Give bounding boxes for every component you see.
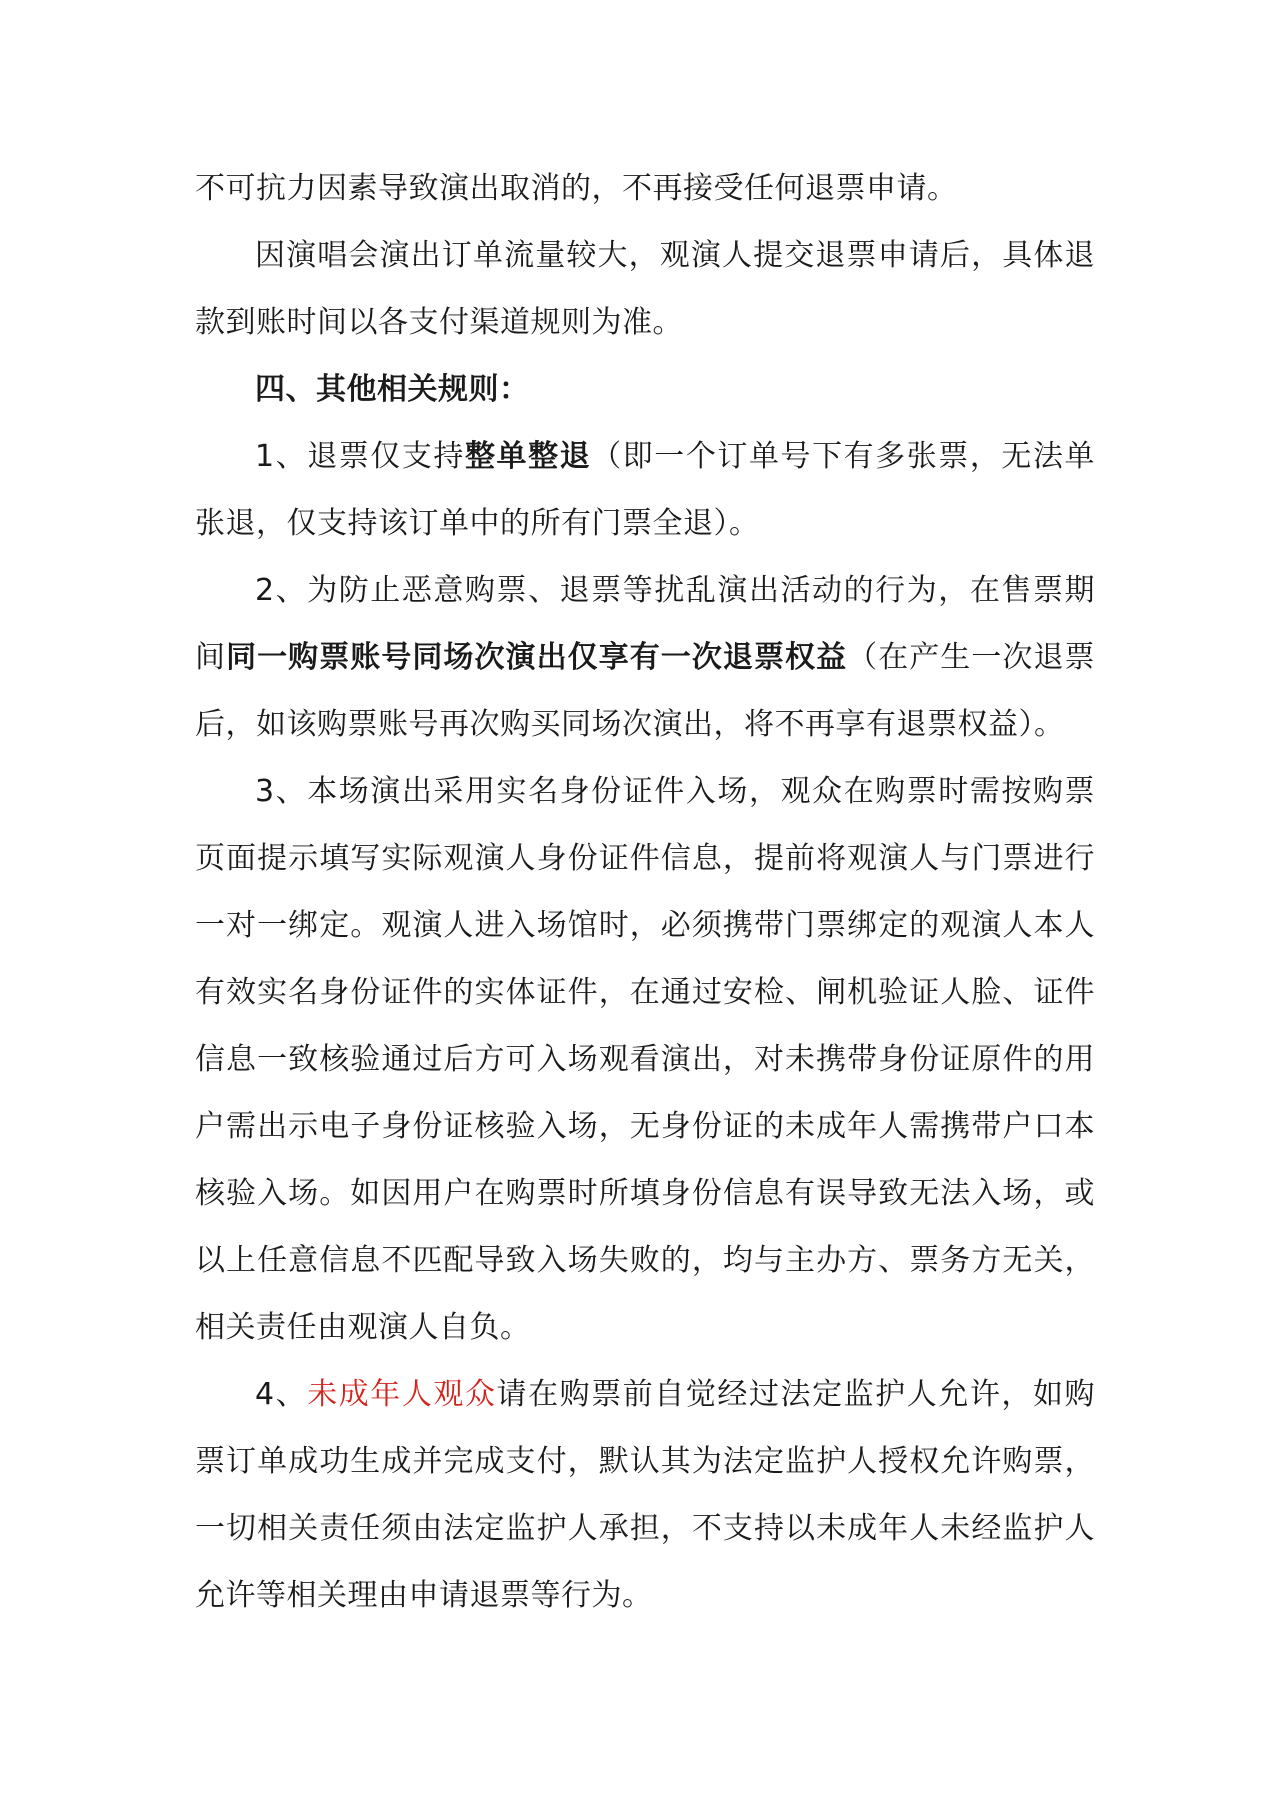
document-body (195, 155, 1095, 1629)
paragraph-refund-timing: 因演唱会演出订单流量较大，观演人提交退票申请后，具体退款到账时间以各支付渠道规则为准。 (195, 238, 1095, 340)
rule-1-emphasis: 整单整退 (464, 439, 592, 474)
rule-2-suffix: （在产生一次退票后，如该购票账号再次购买同场次演出，将不再享有退票权益）。 (195, 640, 1096, 742)
rule-4-prefix: 4、 (255, 1377, 308, 1412)
rule-2-prefix: 2、为防止恶意购票、退票等扰乱演出活动的行为，在售票期间 (195, 573, 1095, 675)
rule-2-emphasis: 同一购票账号同场次演出仅享有一次退票权益 (226, 640, 848, 675)
section-heading: 四、其他相关规则： (255, 372, 530, 407)
rule-1-prefix: 1、退票仅支持 (255, 439, 465, 474)
rule-4-suffix: 请在购票前自觉经过法定监护人允许，如购票订单成功生成并完成支付，默认其为法定监护人授权允许购票，一切相关责任须由法定监护人承担，不支持以未成年人未经监护人允许等相关理由申请退票等行为。 (195, 1377, 1096, 1613)
rule-2 (195, 557, 1095, 758)
rule-3: 3、本场演出采用实名身份证件入场，观众在购票时需按购票页面提示填写实际观演人身份证件信息，提前将观演人与门票进行一对一绑定。观演人进入场馆时，必须携带门票绑定的观演人本人有效实名身份证件的实体证件，在通过安检、闸机验证人脸、证件信息一致核验通过后方可入场观看演出，对未携带身份证原件的用户需出示电子身份证核验入场，无身份证的未成年人需携带户口本核验入场。如因用户在购票时所填身份信息有误导致无法入场，或以上任意信息不匹配导致入场失败的，均与主办方、票务方无关，相关责任由观演人自负。 (195, 774, 1095, 1345)
rule-4-highlight: 未成年人观众 (307, 1377, 497, 1412)
rule-4 (195, 1361, 1095, 1629)
rule-1-suffix: （即一个订单号下有多张票，无法单张退，仅支持该订单中的所有门票全退）。 (195, 439, 1095, 541)
rule-1 (195, 423, 1095, 557)
paragraph-force-majeure: 不可抗力因素导致演出取消的，不再接受任何退票申请。 (195, 171, 958, 206)
